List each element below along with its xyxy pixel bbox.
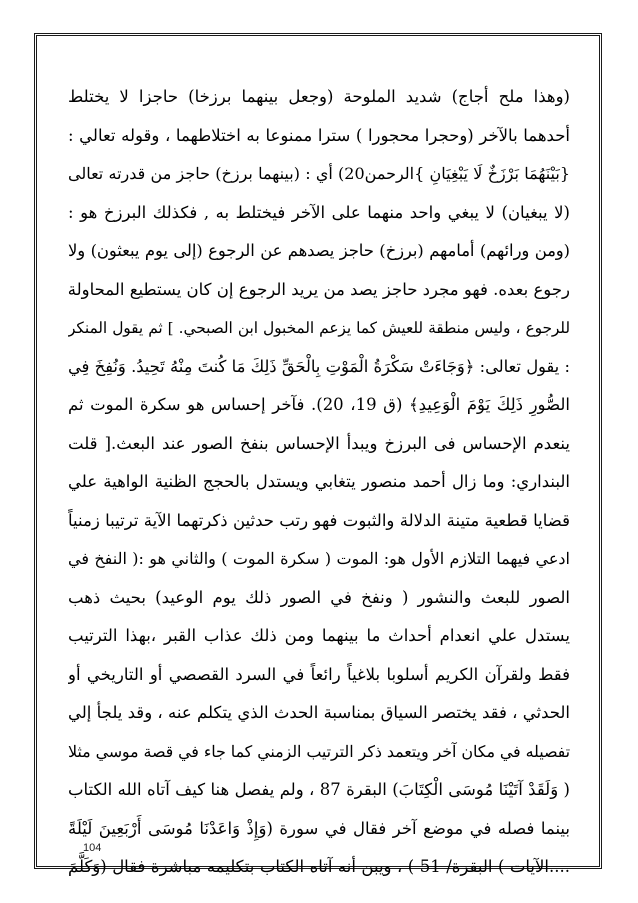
text-line: ( وَلَقَدْ آتَيْنَا مُوسَى الْكِتَابَ) البقرة 87 ، ولم يفصل هنا كيف آتاه الله الكتاب	[68, 780, 570, 799]
text-line: رجوع بعده. فهو مجرد حاجز يصد من يريد الرجوع إن كان يستطيع المحاولة	[68, 279, 570, 299]
text-line: الحدثي ، فقد يختصر السياق بمناسبة الحدث الذي يتكلم عنه ، وقد يلجأ إلي	[68, 703, 570, 722]
text-line: يستدل علي انعدام أحداث ما بينهما ومن ذلك عذاب القبر ،بهذا الترتيب	[68, 626, 570, 645]
text-line: ادعي فيهما التلازم الأول هو: الموت ( سكرة الموت ) والثاني هو :( النفخ في	[68, 549, 570, 568]
text-line: تفصيله في مكان آخر ويتعمد ذكر الترتيب الزمني كما جاء في قصة موسي مثلا	[68, 741, 570, 761]
text-line: (لا يبغيان) لا يبغي واحد منهما على الآخر فيختلط به , فكذلك البرزخ هو :	[68, 202, 570, 222]
text-line: أحدهما بالآخر (وحجرا محجورا ) سترا ممنوعا به اختلاطهما ، وقوله تعالي :	[68, 125, 570, 145]
text-line: : يقول تعالى: ﴿وَجَاءَتْ سَكْرَةُ الْمَوْتِ بِالْحَقِّ ذَلِكَ مَا كُنتَ مِنْهُ تَحِيدُ. وَنُفِخَ فِي	[68, 356, 570, 376]
text-line: (وهذا ملح أجاج) شديد الملوحة (وجعل بينهما برزخا) حاجزا لا يختلط	[68, 87, 570, 106]
text-line: الصور للبعث والنشور ( ونفخ في الصور ذلك يوم الوعيد) بحيث ذهب	[68, 587, 570, 607]
text-line: بينما فصله في موضع آخر فقال في سورة (وَإِذْ وَاعَدْنَا مُوسَى أَرْبَعِينَ لَيْلَةً	[68, 818, 570, 838]
text-line: البنداري: وما زال أحمد منصور يتغابي ويستدل بالحجج الظنية الواهية علي	[68, 472, 570, 491]
text-line: (ومن ورائهم) أمامهم (برزخ) حاجز يصدهم عن الرجوع (إلى يوم يبعثون) ولا	[68, 241, 570, 260]
text-line: فقط ولقرآن الكريم أسلوبا بلاغياً رائعاً في السرد القصصي أو التاريخي أو	[68, 664, 570, 684]
text-line: ينعدم الإحساس فى البرزخ ويبدأ الإحساس بنفخ الصور عند البعث.[ قلت	[68, 433, 570, 453]
text-line: {بَيْنَهُمَا بَرْزَخٌ لَا يَبْغِيَانِ }الرحمن20) أي : (بينهما برزخ) حاجز من قدرته تعالى	[68, 164, 570, 183]
text-line: ....الآيات ) البقرة/ 51 ) ، ويبن أنه آتاه الكتاب بتكليمه مباشرة فقال (وَكَلَّمَ	[68, 857, 570, 876]
page-number: 104	[83, 842, 102, 854]
text-line: الصُّورِ ذَلِكَ يَوْمَ الْوَعِيدِ﴾ (ق 19، 20). فآخر إحساس هو سكرة الموت ثم	[68, 395, 570, 414]
document-body	[68, 78, 570, 887]
text-line: للرجوع ، وليس منطقة للعيش كما يزعم المخبول ابن الصبحي. ] ثم يقول المنكر	[68, 319, 570, 337]
text-line: قضايا قطعية متينة الدلالة والثبوت فهو رتب حدثين ذكرتهما الآية ترتيبا زمنياً	[68, 510, 570, 530]
